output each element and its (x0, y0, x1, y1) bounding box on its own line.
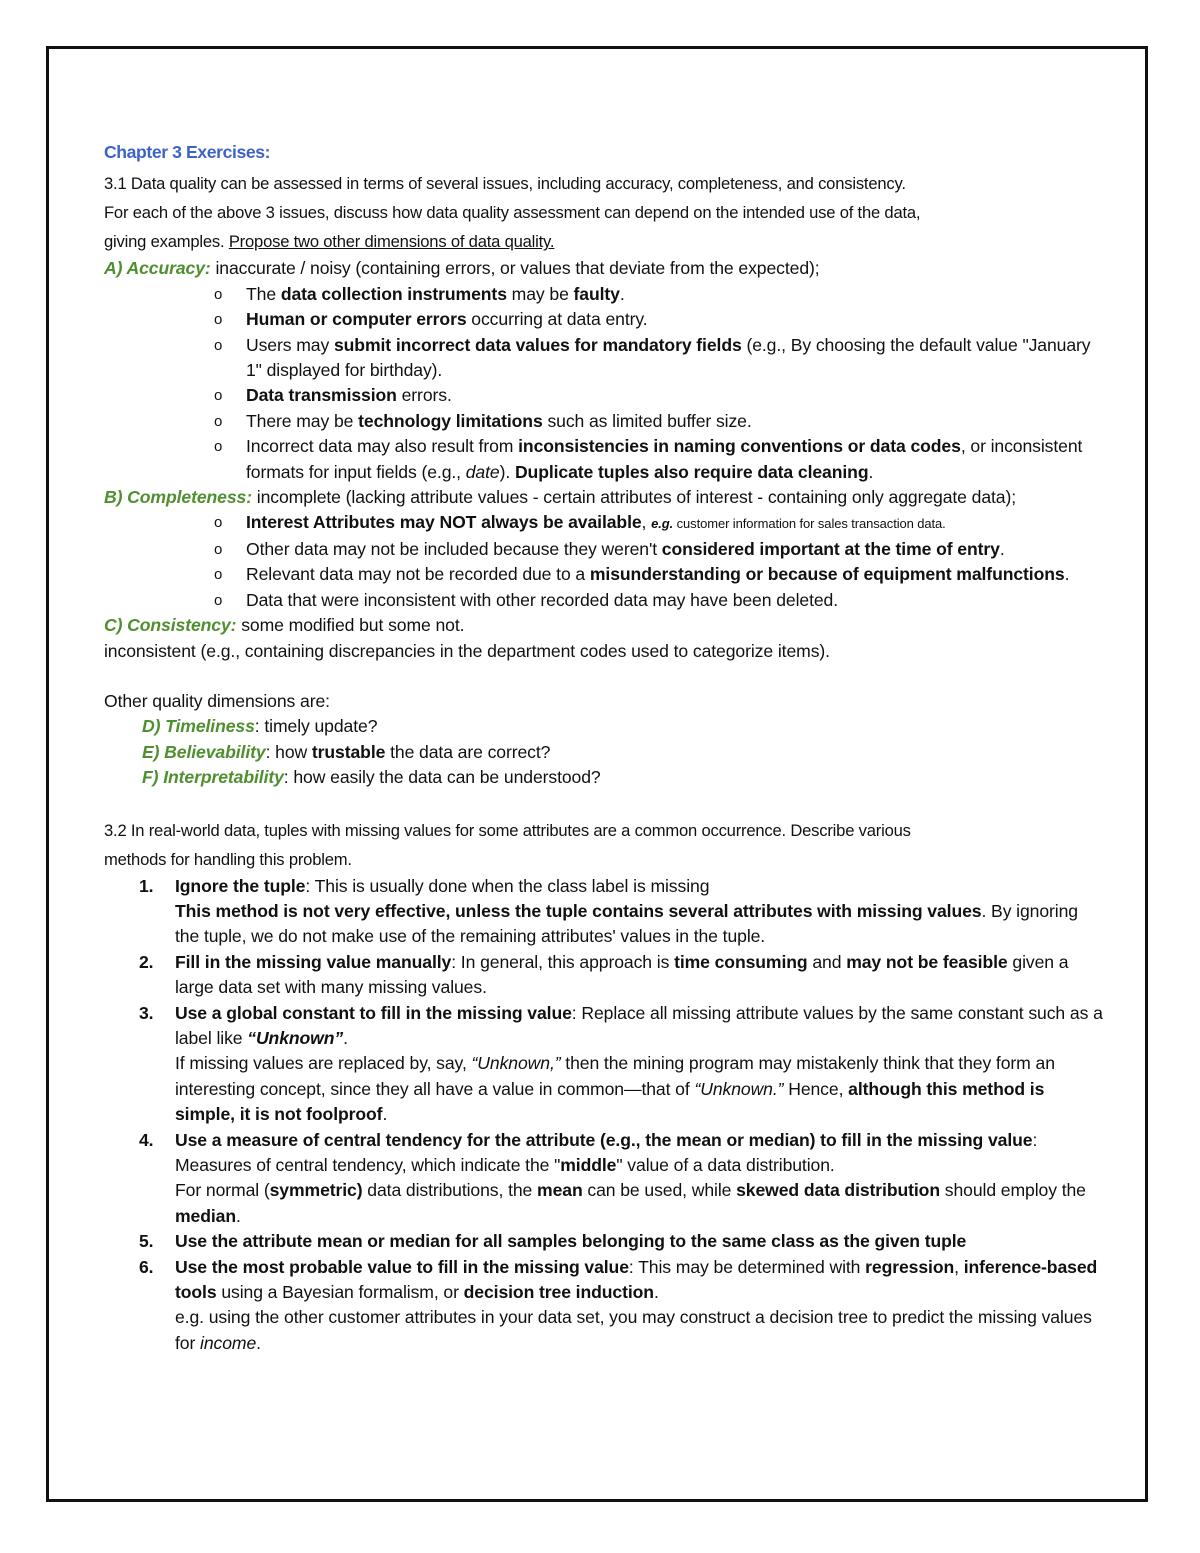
text-run: inconsistencies in naming conventions or data codes (518, 436, 961, 457)
bullet-marker: o (214, 285, 223, 303)
text-run: Ignore the tuple (175, 875, 306, 896)
method-item-1 (139, 874, 1104, 950)
methods-list (104, 874, 1104, 1357)
text-run: . (256, 1332, 261, 1353)
text-run: . (1064, 564, 1070, 585)
text-run: can be used, while (582, 1180, 737, 1201)
text-run: : Replace all missing attribute values by the same constant such as a label like (175, 1002, 1103, 1048)
text-run: , (641, 512, 652, 533)
text-run: regression (865, 1256, 955, 1277)
timeliness-label: D) Timeliness (142, 716, 255, 737)
method-number: 6. (139, 1256, 154, 1277)
consistency-line2: inconsistent (e.g., containing discrepancies in the department codes used to categorize items). (104, 640, 830, 661)
text-run: The (246, 283, 281, 304)
text-run: " value of a data distribution. (616, 1155, 835, 1175)
text-run: Use the attribute mean or median for all samples belonging to the same class as the given tuple (175, 1231, 967, 1252)
question-3-2 (104, 816, 1104, 874)
text-run: symmetric) (269, 1180, 363, 1201)
bullet-marker: o (214, 514, 223, 532)
text-run: For normal ( (175, 1180, 270, 1201)
text-run: submit incorrect data values for mandatory fields (333, 334, 742, 355)
q31-underlined-prompt: Propose two other dimensions of data quality. (228, 232, 555, 252)
spacer (104, 664, 1104, 689)
text-run: data collection instruments (280, 283, 507, 304)
interpretability-text: : how easily the data can be understood? (283, 767, 601, 788)
consistency-text: some modified but some not. (236, 615, 465, 636)
accuracy-item-4 (214, 383, 1104, 408)
text-run: and (807, 951, 847, 972)
accuracy-list (104, 282, 1104, 485)
consistency-heading (104, 613, 1104, 638)
text-run: median (175, 1205, 236, 1226)
accuracy-heading (104, 256, 1104, 281)
method-number: 1. (139, 875, 154, 896)
q32-line2: methods for handling this problem. (104, 849, 352, 869)
text-run: : In general, this approach is (451, 951, 675, 972)
method-item-3 (139, 1001, 1104, 1128)
accuracy-label: A) Accuracy: (104, 258, 211, 279)
bullet-marker: o (214, 336, 223, 354)
text-run: may be (506, 283, 574, 304)
bullet-marker: o (214, 540, 223, 558)
text-run: using a Bayesian formalism, or (216, 1282, 464, 1303)
text-run: . (619, 283, 625, 304)
believability-line (104, 740, 1104, 765)
text-run: : This may be determined with (628, 1256, 866, 1277)
text-run: customer information for sales transaction data. (673, 516, 946, 532)
text-run: Use a measure of central tendency for the attribute (e.g., the mean or median) to fill in the missing value (175, 1129, 1033, 1150)
bullet-marker: o (214, 566, 223, 584)
text-run: . By ignoring the tuple, we do not make use of the remaining attributes' values in the tuple. (175, 900, 1078, 947)
completeness-label: B) Completeness: (104, 487, 252, 508)
believability-pre: : how (265, 741, 312, 762)
text-run: misunderstanding or because of equipment malfunctions (589, 564, 1065, 585)
timeliness-line (104, 714, 1104, 739)
text-run: occurring at data entry. (466, 309, 648, 330)
document-body (104, 140, 1104, 1356)
method-number: 4. (139, 1129, 154, 1150)
text-run: (e.g., By choosing the default value "January 1" displayed for birthday). (246, 334, 1091, 381)
question-3-1 (104, 169, 1104, 256)
text-run: may not be feasible (846, 951, 1008, 972)
text-run: “Unknown” (247, 1027, 344, 1048)
bullet-marker: o (214, 387, 223, 405)
text-run: There may be (246, 410, 359, 431)
timeliness-text: : timely update? (254, 716, 378, 737)
method-number: 2. (139, 951, 154, 972)
method-item-2 (139, 950, 1104, 1001)
q31-line3 (104, 227, 1104, 256)
text-run: Use a global constant to fill in the missing value (175, 1002, 572, 1023)
text-run: If missing values are replaced by, say, (175, 1053, 472, 1074)
text-run: ). (499, 461, 515, 482)
accuracy-text: inaccurate / noisy (containing errors, or values that deviate from the expected); (210, 258, 820, 279)
method-item-5 (139, 1229, 1104, 1254)
text-run: “Unknown.” (694, 1078, 784, 1099)
text-run: skewed data distribution (736, 1180, 940, 1201)
text-run: Duplicate tuples also require data cleaning (514, 461, 869, 482)
accuracy-item-3 (214, 333, 1104, 384)
text-run: errors. (396, 385, 452, 406)
bullet-marker: o (214, 412, 223, 430)
text-run: date (465, 461, 500, 482)
text-run: such as limited buffer size. (542, 410, 752, 431)
bullet-marker: o (214, 438, 223, 456)
completeness-item-1 (214, 510, 1104, 536)
text-run: Other data may not be included because they weren't (246, 538, 662, 559)
text-run: Data that were inconsistent with other recorded data may have been deleted. (246, 589, 839, 610)
accuracy-item-2 (214, 307, 1104, 332)
q31-line3-text: giving examples. (104, 232, 229, 252)
bullet-marker: o (214, 311, 223, 329)
accuracy-item-5 (214, 409, 1104, 434)
text-run: technology limitations (358, 410, 543, 431)
spacer (104, 791, 1104, 816)
text-run: considered important at the time of entry (661, 538, 1000, 559)
method-number: 3. (139, 1002, 154, 1023)
text-run: income (200, 1332, 257, 1353)
method-number: 5. (139, 1231, 154, 1252)
text-run: . (653, 1282, 659, 1303)
text-run: time consuming (674, 951, 808, 972)
text-run: “Unknown,” (471, 1053, 561, 1074)
completeness-item-3 (214, 562, 1104, 587)
text-run: . (236, 1205, 241, 1226)
interpretability-line (104, 765, 1104, 790)
text-run: e.g. (651, 516, 674, 532)
completeness-heading (104, 485, 1104, 510)
text-run: middle (560, 1155, 617, 1175)
text-run: . (343, 1027, 348, 1048)
text-run: . (382, 1104, 388, 1125)
accuracy-item-1 (214, 282, 1104, 307)
method-item-4 (139, 1128, 1104, 1230)
chapter-title: Chapter 3 Exercises: (104, 142, 271, 162)
text-run: Hence, (783, 1078, 849, 1099)
text-run: Use the most probable value to fill in the missing value (175, 1256, 629, 1277)
text-run: decision tree induction (463, 1282, 654, 1303)
completeness-item-4 (214, 588, 1104, 613)
q31-line2: For each of the above 3 issues, discuss how data quality assessment can depend on the intended use of the data, (104, 203, 921, 223)
completeness-text: incomplete (lacking attribute values - certain attributes of interest - containing only aggregate data); (251, 487, 1017, 508)
completeness-item-2 (214, 537, 1104, 562)
text-run: . (868, 461, 874, 482)
text-run: inference-based tools (175, 1256, 1098, 1303)
q32-line1: 3.2 In real-world data, tuples with missing values for some attributes are a common occurrence. Describe various (104, 820, 911, 840)
believability-post: the data are correct? (385, 741, 551, 762)
text-run: faulty (573, 283, 620, 304)
text-run: This method is not very effective, unless the tuple contains several attributes with missing values (175, 900, 982, 921)
believability-label: E) Believability (142, 741, 266, 762)
text-run: data distributions, the (362, 1180, 538, 1201)
text-run: given a large data set with many missing values. (175, 951, 1069, 998)
text-run: then the mining program may mistakenly think that they form an interesting concept, since they all have a value in common—that of (175, 1053, 1055, 1099)
text-run: Interest Attributes may NOT always be available (246, 512, 642, 533)
text-run: . (999, 538, 1005, 559)
q31-line1: 3.1 Data quality can be assessed in terms of several issues, including accuracy, completeness, and consistency. (104, 174, 906, 194)
text-run: although this method is simple, it is not foolproof (175, 1078, 1045, 1125)
text-run: Users may (246, 334, 334, 355)
text-run: Incorrect data may also result from (246, 436, 519, 457)
text-run: Human or computer errors (246, 309, 467, 330)
text-run: should employ the (939, 1180, 1086, 1201)
text-run: : This is usually done when the class label is missing (305, 875, 710, 896)
completeness-list (104, 510, 1104, 613)
text-run: Data transmission (246, 385, 397, 406)
interpretability-label: F) Interpretability (142, 767, 284, 788)
text-run: mean (537, 1180, 583, 1201)
believability-bold: trustable (311, 741, 386, 762)
text-run: e.g. using the other customer attributes in your data set, you may construct a decision tree to predict the missing values for (175, 1307, 1092, 1353)
text-run: , (954, 1256, 964, 1277)
bullet-marker: o (214, 591, 223, 609)
text-run: : Measures of central tendency, which indicate the " (175, 1129, 1038, 1175)
text-run: Relevant data may not be recorded due to a (246, 564, 590, 585)
accuracy-item-6 (214, 434, 1104, 485)
text-run: Fill in the missing value manually (175, 951, 452, 972)
consistency-label: C) Consistency: (104, 615, 237, 636)
other-dimensions-intro: Other quality dimensions are: (104, 690, 330, 711)
text-run: , or inconsistent formats for input fields (e.g., (246, 436, 1083, 482)
method-item-6 (139, 1255, 1104, 1357)
